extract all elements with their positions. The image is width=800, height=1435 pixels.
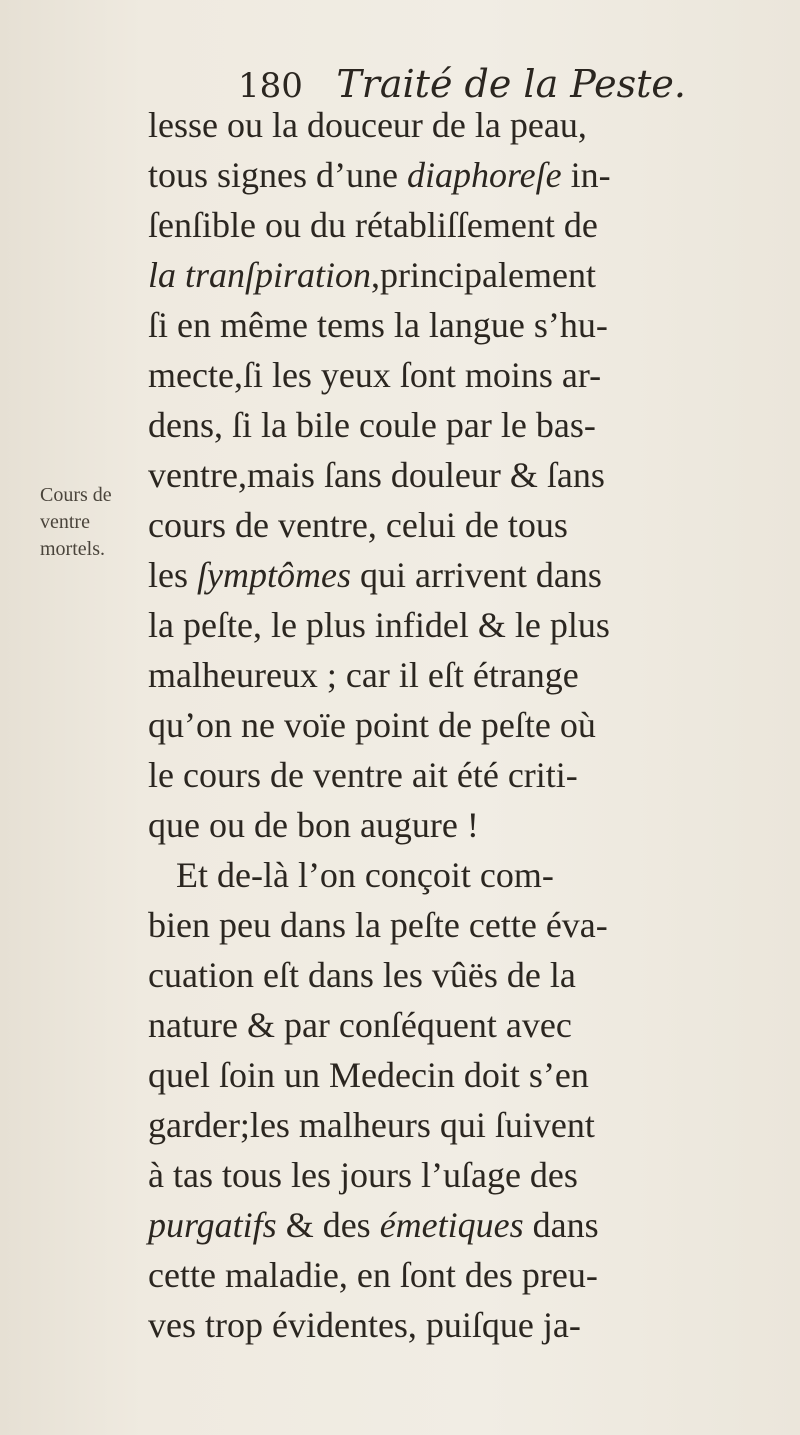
text-run: & des bbox=[276, 1205, 380, 1245]
text-line bbox=[148, 500, 778, 550]
italic-term: ſymptômes bbox=[197, 555, 351, 595]
text-run: nature & par conſéquent avec bbox=[148, 1005, 572, 1045]
italic-term: la tranſpiration bbox=[148, 255, 372, 295]
text-line bbox=[148, 1300, 778, 1350]
text-line bbox=[148, 1000, 778, 1050]
text-run: malheureux ; car il eſt étrange bbox=[148, 655, 579, 695]
text-line bbox=[148, 900, 778, 950]
text-line bbox=[148, 550, 778, 600]
text-run: Et de-là l’on conçoit com- bbox=[176, 855, 554, 895]
text-run: dens, ſi la bile coule par le bas- bbox=[148, 405, 596, 445]
margin-note-line: ventre bbox=[40, 511, 90, 533]
text-run: garder;les malheurs qui ſuivent bbox=[148, 1105, 595, 1145]
text-line bbox=[148, 1100, 778, 1150]
margin-note-line: Cours de bbox=[40, 484, 112, 506]
text-line bbox=[148, 450, 778, 500]
text-run: in- bbox=[561, 155, 611, 195]
text-line bbox=[148, 100, 778, 150]
text-line bbox=[148, 150, 778, 200]
text-run: dans bbox=[523, 1205, 599, 1245]
text-line bbox=[148, 250, 778, 300]
text-run: mecte,ſi les yeux ſont moins ar- bbox=[148, 355, 602, 395]
text-line bbox=[148, 1050, 778, 1100]
text-line bbox=[148, 400, 778, 450]
text-run: qui arrivent dans bbox=[350, 555, 602, 595]
text-run: lesse ou la douceur de la peau, bbox=[148, 105, 587, 145]
text-run: bien peu dans la peſte cette éva- bbox=[148, 905, 608, 945]
text-run: ,principalement bbox=[371, 255, 596, 295]
text-run: tous signes d’une bbox=[148, 155, 407, 195]
text-run: à tas tous les jours l’uſage des bbox=[148, 1155, 578, 1195]
text-line bbox=[148, 650, 778, 700]
text-run: le cours de ventre ait été criti- bbox=[148, 755, 578, 795]
italic-term: diaphoreſe bbox=[406, 155, 562, 195]
text-run: cette maladie, en ſont des preu- bbox=[148, 1255, 598, 1295]
text-run: cours de ventre, celui de tous bbox=[148, 505, 568, 545]
body-text bbox=[148, 100, 778, 1350]
text-line bbox=[148, 800, 778, 850]
margin-note bbox=[40, 482, 136, 563]
text-line bbox=[148, 750, 778, 800]
text-run: ventre,mais ſans douleur & ſans bbox=[148, 455, 605, 495]
text-line bbox=[148, 1150, 778, 1200]
italic-term: purgatifs bbox=[148, 1205, 277, 1245]
text-run: ſenſible ou du rétabliſſement de bbox=[148, 205, 598, 245]
text-line bbox=[148, 950, 778, 1000]
text-line bbox=[148, 600, 778, 650]
text-line bbox=[148, 300, 778, 350]
text-run: la peſte, le plus infidel & le plus bbox=[148, 605, 610, 645]
margin-note-line: mortels. bbox=[40, 538, 105, 560]
text-run: quel ſoin un Medecin doit s’en bbox=[148, 1055, 589, 1095]
running-title: Traité de la Peste. bbox=[336, 62, 686, 106]
text-line bbox=[148, 1250, 778, 1300]
text-run: qu’on ne voïe point de peſte où bbox=[148, 705, 596, 745]
text-run: que ou de bon augure ! bbox=[148, 805, 479, 845]
text-line bbox=[148, 350, 778, 400]
text-run: ves trop évidentes, puiſque ja- bbox=[148, 1305, 581, 1345]
italic-term: émetiques bbox=[379, 1205, 524, 1245]
text-run: cuation eſt dans les vûës de la bbox=[148, 955, 576, 995]
page-number: 180 bbox=[238, 66, 303, 106]
text-line bbox=[148, 1200, 778, 1250]
text-line bbox=[148, 700, 778, 750]
text-line bbox=[148, 850, 778, 900]
text-run: les bbox=[148, 555, 197, 595]
text-run: ſi en même tems la langue s’hu- bbox=[148, 305, 608, 345]
text-line bbox=[148, 200, 778, 250]
